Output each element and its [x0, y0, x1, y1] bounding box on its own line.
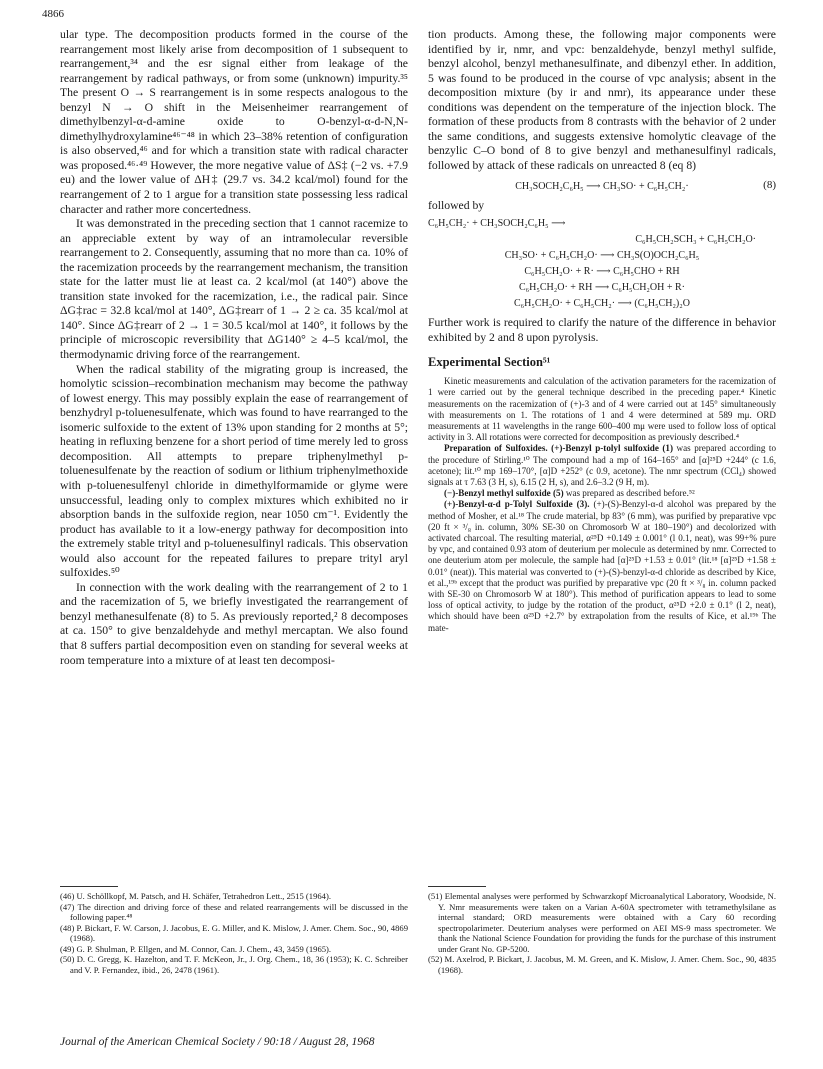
paragraph: followed by: [428, 199, 485, 213]
footnote: (52) M. Axelrod, P. Bickart, J. Jacobus, M. M. Green, and K. Mislow, J. Amer. Chem. Soc., 90, 4835 (1968).: [428, 954, 776, 975]
footnotes-left: [60, 891, 408, 975]
equation-number: (8): [763, 179, 776, 192]
experimental-paragraph: [428, 499, 776, 633]
paragraph: Further work is required to clarify the nature of the difference in behavior exhibited by 2 and 8 upon pyrolysis.: [428, 316, 776, 344]
section-heading: Experimental Section⁵¹: [428, 355, 551, 370]
paragraph: It was demonstrated in the preceding section that 1 cannot racemize to an appreciable extent by way of an intramolecular reversible rearrangement to 2. Consequently, assuming that no more than ca. 10% of the racemization proceeds by the rearrangement mechanism, the transition state for the latter must lie at least ca. 2 kcal/mol (at 140°) above the transition state invoked for the racemization, i.e., the radical pair. Since ΔG‡rac = 32.8 kcal/mol at 140°, ΔG‡rearr of 1 → 2 ≥ ca. 35 kcal/mol at 140°. Since ΔG‡rearr of 2 → 1 = 30.5 kcal/mol at 140°, it follows by the principle of microscopic reversibility that ΔG140° ≥ 4–5 kcal/mol, the thermodynamic driving force of the rearrangement.: [60, 217, 408, 362]
equation-line: C₆H₅CH₂O· + R· ⟶ C₆H₅CHO + RH: [524, 266, 680, 278]
equation-line: C₆H₅CH₂· + CH₃SOCH₂C₆H₅ ⟶: [428, 218, 566, 230]
footnote-rule: [428, 886, 486, 887]
footnotes-right: [428, 891, 776, 975]
paragraph-text: (+)-(S)-Benzyl-α-d alcohol was prepared by the method of Mosher, et al.¹⁸ The crude material, bp 83° (6 mm), was purified by preparative vpc (20 ft × ³/₈ in. column, 30% SE-30 on Chromosorb W at 180–190°) and decolorized with activated charcoal. The resulting material, α²⁵D +0.149 ± 0.001° (l 0.1, neat), was 99+% pure by vpc, and contained 0.93 atom of deuterium per molecule as determined by nmr. Corrected to one deuterium atom per molecule, the sample had [α]²⁵D +1.53 ± 0.01° (lit.¹⁸ [α]²⁵D +1.58 ± 0.01° (neat)). This material was converted to (+)-(S)-benzyl-α-d chloride as described by Kice, et al.,¹⁹ᵇ except that the product was purified by preparative vpc (20 ft × ³/₈ in. column packed with SE-30 on Chromosorb W at 180°). This method of purification appears to lead to some loss of optical activity, to judge by the rotation of the product, α²⁵D +2.0 ± 0.1° (l 2, neat), which should have been α²⁵D +2.7° by extrapolation from the results of Kice, et al.¹⁹ᵇ The mate-: [428, 499, 776, 633]
journal-footer: Journal of the American Chemical Society / 90:18 / August 28, 1968: [60, 1036, 375, 1048]
footnote: (49) G. P. Shulman, P. Ellgen, and M. Connor, Can. J. Chem., 43, 3459 (1965).: [60, 943, 332, 954]
left-column: [60, 28, 408, 668]
footnote: (48) P. Bickart, F. W. Carson, J. Jacobus, E. G. Miller, and K. Mislow, J. Amer. Chem. Soc., 90, 4869 (1968).: [60, 922, 408, 943]
equation-8: [428, 179, 776, 195]
equation-block: [428, 216, 776, 312]
run-in-heading: (+)-Benzyl-α-d p-Tolyl Sulfoxide (3).: [444, 499, 590, 510]
equation-text: CH₃SOCH₂C₆H₅ ⟶ CH₃SO· + C₆H₅CH₂·: [515, 181, 689, 193]
paragraph: In connection with the work dealing with the rearrangement of 2 to 1 and the racemization of 5, we briefly investigated the rearrangement of benzyl methanesulfenate (8) to 5. As previously reported,² 8 decomposes at ca. 150° to give benzaldehyde and methyl mercaptan. We also found that 8 suffers partial decomposition even on standing for several weeks at room temperature into a mixture of at least ten decomposi-: [60, 580, 408, 667]
right-column: [428, 28, 776, 634]
footnote: (50) D. C. Gregg, K. Hazelton, and T. F. McKeon, Jr., J. Org. Chem., 18, 36 (1953); K. C. Schreiber and V. P. Fernandez, ibid., 26, 2478 (1961).: [60, 954, 408, 975]
equation-line: C₆H₅CH₂SCH₃ + C₆H₅CH₂O·: [635, 234, 756, 246]
paragraph: ular type. The decomposition products formed in the course of the rearrangement most likely arise from decomposition of 1 subsequent to rearrangement,³⁴ and the esr signal either from leakage of the rearrangement by radical pathways, or from some (unknown) impurity.³⁵ The present O → S rearrangement is in some respects analogous to the benzyl N → O shift in the Meisenheimer rearrangement of dimethylbenzyl-α-d-amine oxide to O-benzyl-α-d-N,N-dimethylhydroxylamine⁴⁶⁻⁴⁸ in which 23–38% retention of configuration is also observed,⁴⁶ and for which a transition state with radical character was proposed.⁴⁶·⁴⁹ However, the more negative value of ΔS‡ (−2 vs. +7.9 eu) and the lower value of ΔH‡ (29.7 vs. 34.2 kcal/mol) found for the rearrangement of 2 to 1 argue for a transition state possessing less radical character and rather more concertedness.: [60, 28, 408, 216]
experimental-paragraph: [428, 488, 776, 499]
equation-line: CH₃SO· + C₆H₅CH₂O· ⟶ CH₃S(O)OCH₂C₆H₅: [504, 250, 700, 262]
paragraph: When the radical stability of the migrating group is increased, the homolytic scission–recombination mechanism may become the pathway of lowest energy. This may possibly explain the ease of rearrangement of benzhydryl p-toluenesulfenate, which was found to have rearranged to the isomeric sulfoxide to the extent of 13% upon standing for 2 months at 5°; heating in refluxing benzene for a short period of time merely led to gross decomposition. All attempts to prepare triphenylmethyl p-toluenesulfenate by the reaction of sodium or lithium triphenylmethoxide with p-toluenesulfenyl chloride in dimethylformamide or glyme were unsuccessful, leading only to complex mixtures which exhibited no ir absorption bands in the sulfoxide region, near 1050 cm⁻¹. Evidently the product has available to it a low-energy pathway for decomposition into the extremely stable trityl and p-toluenesulfinyl radicals. This observation would also account for the repeated failures to prepare trityl aryl sulfoxides.⁵⁰: [60, 362, 408, 580]
paragraph: tion products. Among these, the following major components were identified by ir, nmr, and vpc: benzaldehyde, benzyl methyl sulfide, benzyl alcohol, benzyl methanesulfinate, and dibenzyl ether. In addition, 5 was found to be produced in the course of vpc analysis; absent in the decomposition mixture (by ir and nmr), its appearance under these conditions was dependent on the temperature of the injection block. The formation of these products from 8 contrasts with the behavior of 2 under the same conditions, and suggests extensive homolytic cleavage of the benzylic C–O bond of 8 to give benzyl and methanesulfinyl radicals, followed by attack of these radicals on unreacted 8 (eq 8): [428, 28, 776, 172]
paragraph-text: was prepared as described before.⁵²: [563, 488, 695, 499]
footnote: (51) Elemental analyses were performed by Schwarzkopf Microanalytical Laboratory, Woodside, N. Y. Nmr measurements were taken on a Varian A-60A spectrometer with tetramethylsilane as internal standard; ORD measurements were obtained with a Cary 60 recording spectropolarimeter. Deuterium analyses were performed on AEI MS-9 mass spectrometer. We thank the National Science Foundation for providing the funds for the purchase of this instrument under Grant No. GP-5200.: [428, 891, 776, 954]
run-in-heading: Preparation of Sulfoxides. (+)-Benzyl p-tolyl sulfoxide (1): [444, 443, 674, 454]
equation-line: C₆H₅CH₂O· + C₆H₅CH₂· ⟶ (C₆H₅CH₂)₂O: [514, 298, 690, 310]
run-in-heading: (−)-Benzyl methyl sulfoxide (5): [444, 488, 564, 499]
footnote: (46) U. Schöllkopf, M. Patsch, and H. Schäfer, Tetrahedron Lett., 2515 (1964).: [60, 891, 331, 901]
experimental-paragraph: Kinetic measurements and calculation of the activation parameters for the racemization of 1 were carried out by the general technique described in the preceding paper.⁴ Kinetic measurements on the racemization of (+)-3 and of 4 were carried out at 145° simultaneously with measurements on 1. The rotations of 1 and 4 were determined at 589 mμ. ORD measurements at 11 wavelengths in the range 600–400 mμ were used to follow loss of optical activity in 3. All rotations were corrected for decomposition as previously described.⁴: [428, 376, 776, 443]
experimental-paragraph: [428, 443, 776, 488]
page-number: 4866: [42, 8, 64, 20]
footnote: (47) The direction and driving force of these and related rearrangements will be discussed in the following paper.⁴⁸: [60, 901, 408, 922]
paragraph-text: was prepared according to the procedure of Stirling.¹⁰ The compound had a mp of 164–165° and [α]²⁵D +244° (c 1.6, acetone); lit.¹⁰ mp 169–170°, [α]D +252° (c 0.9, acetone). The nmr spectrum (CCl₄) showed signals at τ 7.63 (3 H, s), 6.15 (2 H, s), and 2.6–3.2 (9 H, m).: [428, 443, 776, 487]
footnote-rule: [60, 886, 118, 887]
equation-line: C₆H₅CH₂O· + RH ⟶ C₆H₅CH₂OH + R·: [519, 282, 685, 294]
